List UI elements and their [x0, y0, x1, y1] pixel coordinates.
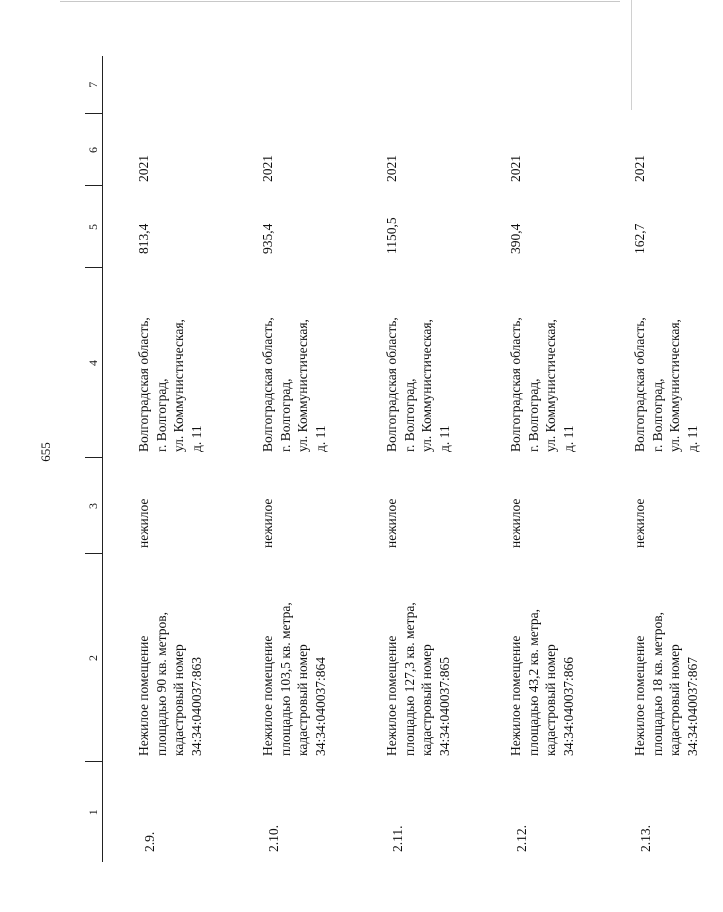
table-header-row: [85, 56, 103, 862]
address-cell: [599, 268, 723, 458]
row-number: 2.10.: [266, 825, 281, 852]
row-number: 2.12.: [514, 825, 529, 852]
property-type: нежилое: [384, 498, 399, 548]
address-line: Волгоградская область,: [384, 317, 399, 452]
address-line: Волгоградская область,: [632, 317, 647, 452]
property-name-cell: [227, 554, 351, 762]
property-name-line: 34:34:040037:865: [436, 656, 452, 756]
year-value: 2021: [384, 155, 399, 182]
property-type: нежилое: [508, 498, 523, 548]
property-name-line: Нежилое помещение: [508, 635, 523, 756]
address-line: г. Волгоград,: [401, 378, 417, 452]
property-name-cell: [351, 554, 475, 762]
column-header: 7: [85, 56, 103, 114]
column-header: 2: [85, 554, 103, 762]
property-name-line: Нежилое помещение: [384, 635, 399, 756]
address-line: г. Волгоград,: [649, 378, 665, 452]
row-number: 2.13.: [638, 825, 653, 852]
area-value: 935,4: [260, 223, 275, 254]
property-type: нежилое: [632, 498, 647, 548]
column-7-value: [599, 56, 723, 114]
address-cell: [475, 268, 599, 458]
column-7-value: [475, 56, 599, 114]
address-line: д. 11: [684, 425, 700, 452]
property-name-line: кадастровый номер: [295, 644, 310, 756]
column-header: 4: [85, 268, 103, 458]
property-table: [85, 56, 723, 862]
property-name-line: Нежилое помещение: [632, 635, 647, 756]
column-7-value: [351, 56, 475, 114]
address-line: ул. Коммунистическая,: [171, 319, 186, 452]
property-name-line: площадью 43,2 кв. метра,: [525, 609, 541, 756]
address-cell: [227, 268, 351, 458]
column-header: 5: [85, 186, 103, 268]
address-line: Волгоградская область,: [136, 317, 151, 452]
property-name-line: кадастровый номер: [543, 644, 558, 756]
column-header: 6: [85, 114, 103, 186]
property-name-line: площадью 127,3 кв. метра,: [401, 602, 417, 756]
property-type: нежилое: [136, 498, 151, 548]
property-type: нежилое: [260, 498, 275, 548]
property-name-line: 34:34:040037:866: [560, 656, 576, 756]
property-name-line: площадью 18 кв. метров,: [649, 612, 665, 756]
table-row: [103, 56, 228, 862]
property-name-line: площадью 90 кв. метров,: [153, 612, 169, 756]
address-line: ул. Коммунистическая,: [419, 319, 434, 452]
address-line: д. 11: [560, 425, 576, 452]
property-name-cell: [599, 554, 723, 762]
year-value: 2021: [508, 155, 523, 182]
address-line: ул. Коммунистическая,: [667, 319, 682, 452]
address-line: д. 11: [188, 425, 204, 452]
table-row: [475, 56, 599, 862]
page-number: 655: [38, 442, 53, 462]
row-number: 2.9.: [142, 831, 157, 852]
table-row: [351, 56, 475, 862]
scan-edge-top: [60, 1, 620, 2]
property-name-line: 34:34:040037:867: [684, 656, 700, 756]
column-7-value: [103, 56, 228, 114]
column-7-value: [227, 56, 351, 114]
row-number: 2.11.: [390, 825, 405, 852]
address-line: г. Волгоград,: [277, 378, 293, 452]
address-line: д. 11: [312, 425, 328, 452]
property-name-cell: [103, 554, 228, 762]
column-header: 3: [85, 458, 103, 554]
property-name-line: кадастровый номер: [171, 644, 186, 756]
year-value: 2021: [136, 155, 151, 182]
table-row: [227, 56, 351, 862]
address-cell: [351, 268, 475, 458]
table-row: [599, 56, 723, 862]
address-cell: [103, 268, 228, 458]
property-name-line: кадастровый номер: [419, 644, 434, 756]
property-name-line: кадастровый номер: [667, 644, 682, 756]
area-value: 1150,5: [384, 217, 399, 254]
address-line: ул. Коммунистическая,: [543, 319, 558, 452]
address-line: ул. Коммунистическая,: [295, 319, 310, 452]
property-name-cell: [475, 554, 599, 762]
column-header: 1: [85, 762, 103, 862]
year-value: 2021: [632, 155, 647, 182]
address-line: г. Волгоград,: [153, 378, 169, 452]
address-line: Волгоградская область,: [508, 317, 523, 452]
area-value: 813,4: [136, 223, 151, 254]
year-value: 2021: [260, 155, 275, 182]
rotated-table-container: [85, 56, 700, 862]
address-line: г. Волгоград,: [525, 378, 541, 452]
area-value: 390,4: [508, 223, 523, 254]
property-name-line: площадью 103,5 кв. метра,: [277, 602, 293, 756]
property-name-line: 34:34:040037:864: [312, 656, 328, 756]
property-name-line: Нежилое помещение: [136, 635, 151, 756]
area-value: 162,7: [632, 223, 647, 254]
address-line: Волгоградская область,: [260, 317, 275, 452]
address-line: д. 11: [436, 425, 452, 452]
property-name-line: Нежилое помещение: [260, 635, 275, 756]
property-name-line: 34:34:040037:863: [188, 656, 204, 756]
